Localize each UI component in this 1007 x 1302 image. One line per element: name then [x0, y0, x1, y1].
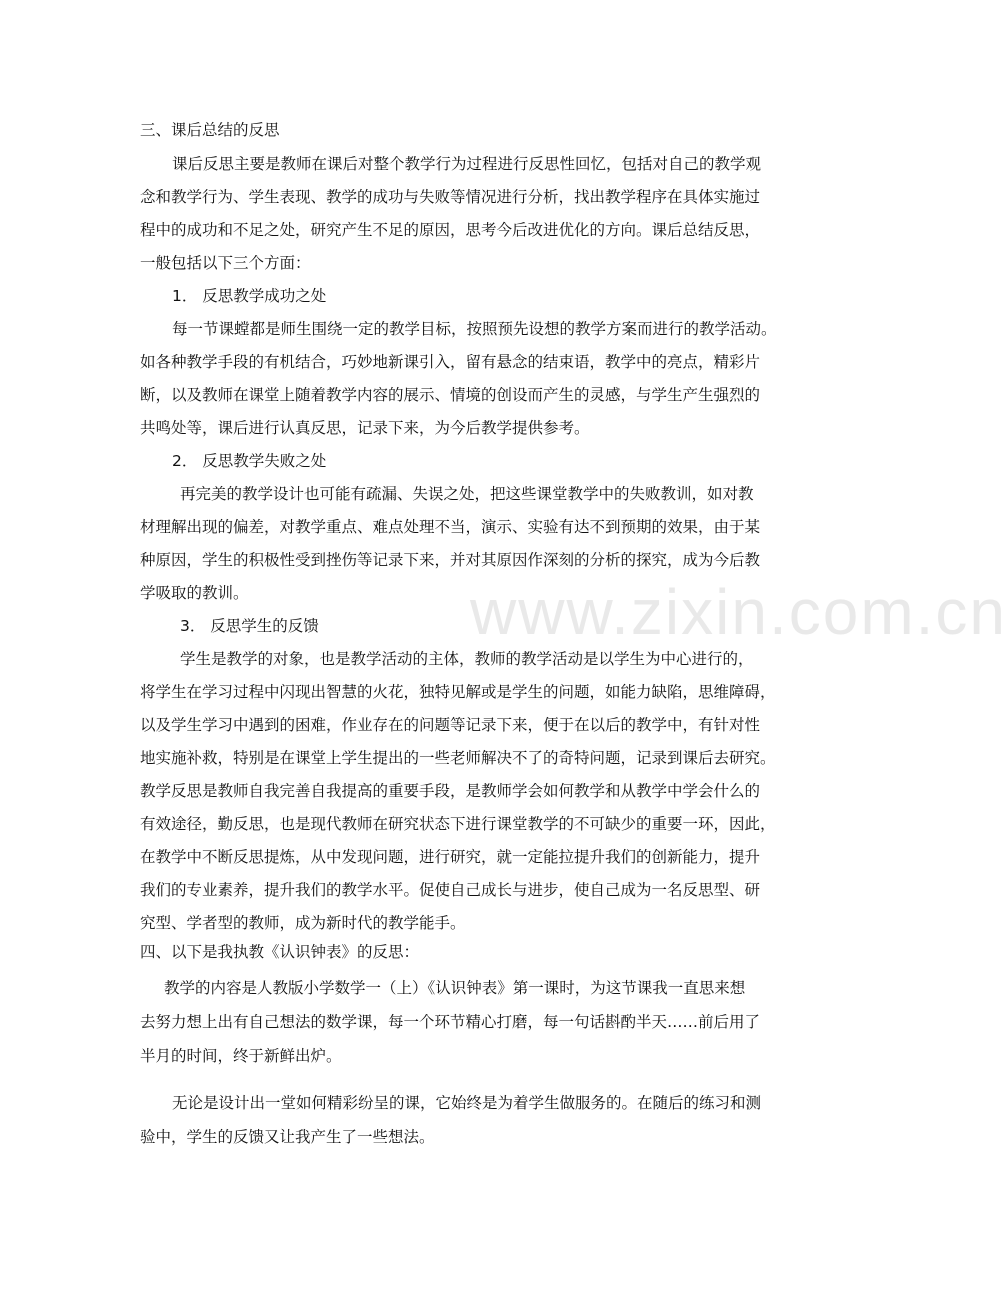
section-heading-4: 四、以下是我执教《认识钟表》的反思： — [140, 943, 420, 961]
paragraph-line: 我们的专业素养，提升我们的教学水平。促使自己成长与进步，使自己成为一名反思型、研 — [140, 881, 761, 899]
paragraph-line: 再完美的教学设计也可能有疏漏、失误之处，把这些课堂教学中的失败教训，如对教 — [180, 485, 754, 503]
paragraph-line: 地实施补救，特别是在课堂上学生提出的一些老师解决不了的奇特问题，记录到课后去研究。 — [140, 749, 776, 767]
list-heading-1: 1． 反思教学成功之处 — [172, 287, 327, 305]
paragraph-line: 念和教学行为、学生表现、教学的成功与失败等情况进行分析，找出教学程序在具体实施过 — [140, 188, 761, 206]
paragraph-line: 种原因，学生的积极性受到挫伤等记录下来，并对其原因作深刻的分析的探究，成为今后教 — [140, 551, 761, 569]
paragraph-line: 学吸取的教训。 — [140, 584, 249, 602]
paragraph-line: 课后反思主要是教师在课后对整个教学行为过程进行反思性回忆，包括对自己的教学观 — [172, 155, 762, 173]
paragraph-line: 断，以及教师在课堂上随着教学内容的展示、情境的创设而产生的灵感，与学生产生强烈的 — [140, 386, 761, 404]
paragraph-line: 有效途径，勤反思，也是现代教师在研究状态下进行课堂教学的不可缺少的重要一环，因此， — [140, 815, 776, 833]
paragraph-line: 教学反思是教师自我完善自我提高的重要手段，是教师学会如何教学和从教学中学会什么的 — [140, 782, 761, 800]
paragraph-line: 半月的时间，终于新鲜出炉。 — [140, 1047, 342, 1065]
paragraph-line: 教学的内容是人教版小学数学一（上）《认识钟表》第一课时，为这节课我一直思来想 — [164, 979, 746, 997]
paragraph-line: 学生是教学的对象，也是教学活动的主体，教师的教学活动是以学生为中心进行的， — [180, 650, 754, 668]
list-heading-3: 3． 反思学生的反馈 — [180, 617, 319, 635]
paragraph-line: 无论是设计出一堂如何精彩纷呈的课，它始终是为着学生做服务的。在随后的练习和测 — [172, 1094, 762, 1112]
paragraph-line: 在教学中不断反思提炼，从中发现问题，进行研究，就一定能拉提升我们的创新能力，提升 — [140, 848, 761, 866]
paragraph-line: 程中的成功和不足之处，研究产生不足的原因，思考今后改进优化的方向。课后总结反思， — [140, 221, 761, 239]
paragraph-line: 究型、学者型的教师，成为新时代的教学能手。 — [140, 914, 466, 932]
watermark: www.zixin.com.cn — [470, 576, 1007, 648]
paragraph-line: 如各种教学手段的有机结合，巧妙地新课引入，留有悬念的结束语，教学中的亮点，精彩片 — [140, 353, 761, 371]
list-heading-2: 2． 反思教学失败之处 — [172, 452, 327, 470]
section-heading-3: 三、课后总结的反思 — [140, 121, 280, 139]
paragraph-line: 每一节课螳都是师生围绕一定的教学目标，按照预先设想的教学方案而进行的教学活动。 — [172, 320, 777, 338]
paragraph-line: 去努力想上出有自己想法的数学课，每一个环节精心打磨，每一句话斟酌半天……前后用了 — [140, 1013, 761, 1031]
paragraph-line: 共鸣处等，课后进行认真反思，记录下来，为今后教学提供参考。 — [140, 419, 590, 437]
paragraph-line: 以及学生学习中遇到的困难，作业存在的问题等记录下来，便于在以后的教学中，有针对性 — [140, 716, 761, 734]
paragraph-line: 材理解出现的偏差，对教学重点、难点处理不当，演示、实验有达不到预期的效果，由于某 — [140, 518, 761, 536]
paragraph-line: 一般包括以下三个方面： — [140, 254, 311, 272]
paragraph-line: 将学生在学习过程中闪现出智慧的火花，独特见解或是学生的问题，如能力缺陷，思维障碍， — [140, 683, 776, 701]
paragraph-line: 验中，学生的反馈又让我产生了一些想法。 — [140, 1128, 435, 1146]
